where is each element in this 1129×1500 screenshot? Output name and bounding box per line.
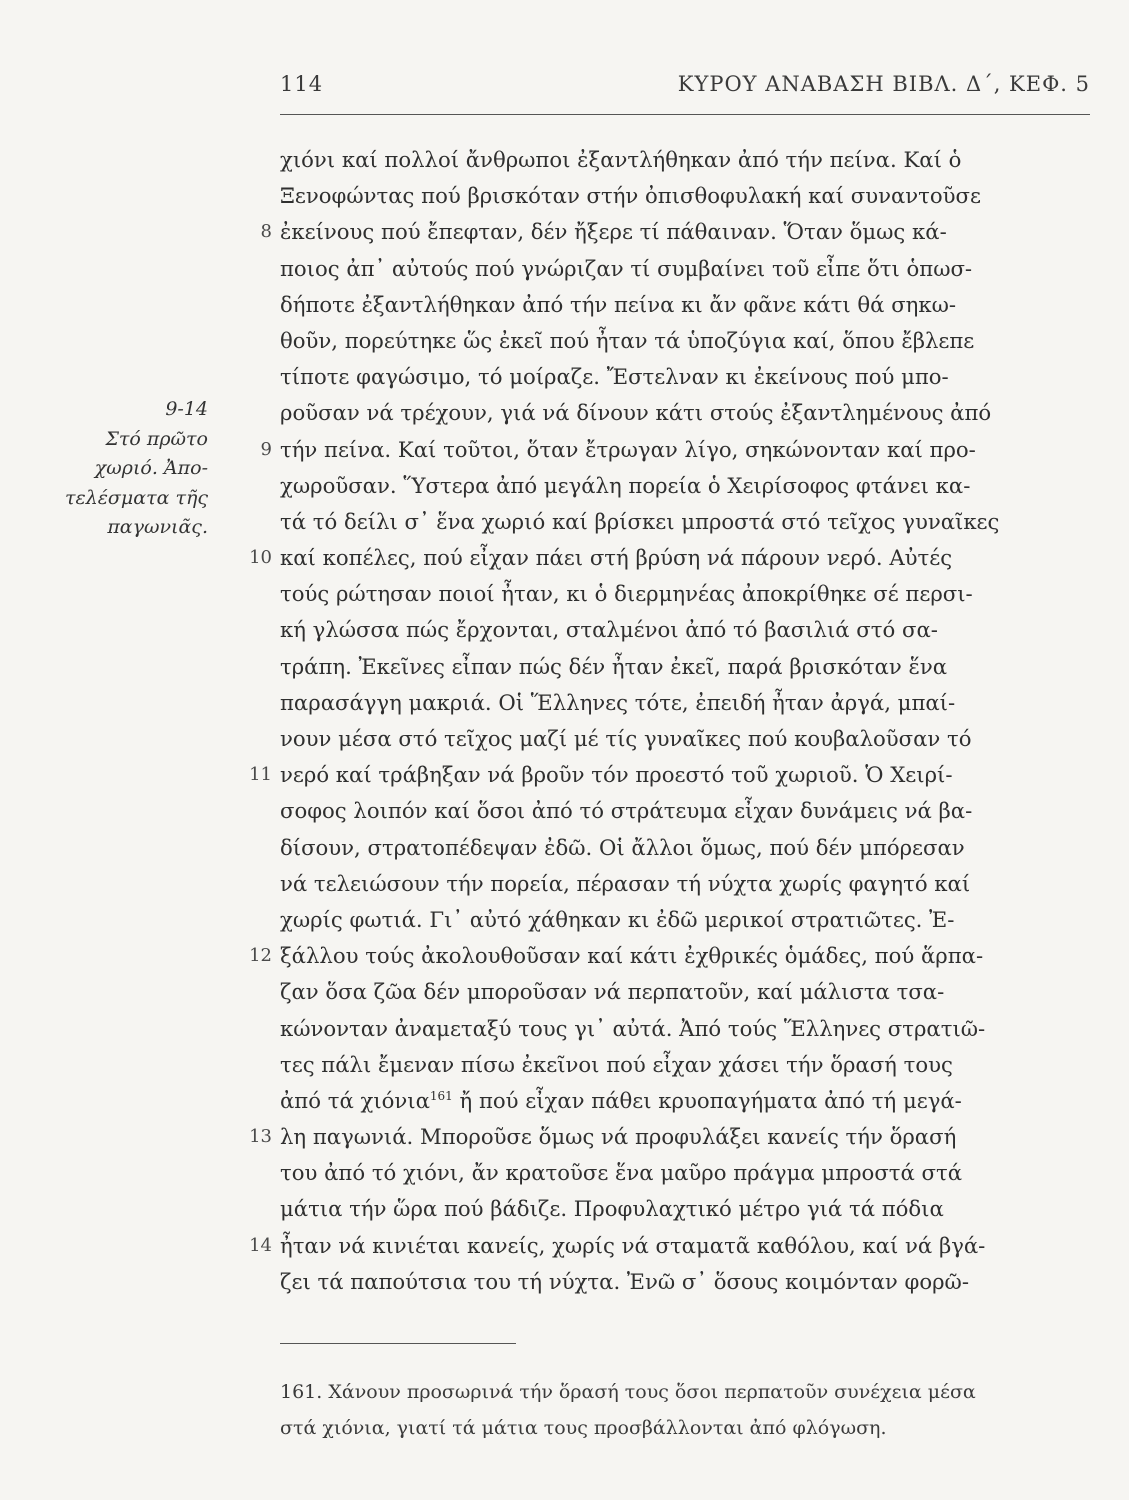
section-numbers bbox=[236, 142, 272, 1300]
section-number: 12 bbox=[249, 945, 272, 967]
section-number: 8 bbox=[260, 221, 272, 243]
footnote-reference[interactable]: 161 bbox=[429, 1088, 453, 1103]
section-number-empty bbox=[236, 1155, 272, 1191]
text-line: χωροῦσαν. Ὕστερα ἀπό μεγάλη πορεία ὁ Χειρίσοφος φτάνει κα- bbox=[280, 472, 971, 498]
section-number-empty bbox=[236, 1083, 272, 1119]
section-number: 11 bbox=[249, 764, 272, 786]
section-number-empty bbox=[236, 142, 272, 178]
section-number: 9 bbox=[260, 438, 272, 460]
text-line: νουν μέσα στό τεῖχος μαζί μέ τίς γυναῖκες πού κουβαλοῦσαν τό bbox=[280, 726, 972, 751]
text-line: χωρίς φωτιά. Γι᾿ αὐτό χάθηκαν κι ἐδῶ μερικοί στρατιῶτες. Ἐ- bbox=[280, 906, 955, 932]
page-number: 114 bbox=[280, 72, 324, 96]
side-note-line: Στό πρῶτο bbox=[105, 427, 208, 450]
side-note-line: χωριό. Ἀπο- bbox=[94, 457, 208, 479]
section-number-empty bbox=[236, 685, 272, 721]
footnote-line: 161. Χάνουν προσωρινά τήν ὅρασή τους ὅσοι περπατοῦν συνέχεια μέσα bbox=[280, 1381, 976, 1403]
section-number-empty bbox=[236, 468, 272, 504]
section-number-empty bbox=[236, 576, 272, 612]
text-line: του ἀπό τό χιόνι, ἄν κρατοῦσε ἕνα μαῦρο πράγμα μπροστά στά bbox=[280, 1160, 963, 1186]
section-number: 10 bbox=[249, 547, 272, 569]
section-number-empty bbox=[236, 1191, 272, 1227]
text-line: τες πάλι ἔμεναν πίσω ἐκεῖνοι πού εἶχαν χάσει τήν ὅρασή τους bbox=[280, 1051, 953, 1077]
section-number-empty bbox=[236, 612, 272, 648]
section-number-empty bbox=[236, 178, 272, 214]
text-line: ζαν ὅσα ζῶα δέν μποροῦσαν νά περπατοῦν, καί μάλιστα τσα- bbox=[280, 979, 945, 1005]
text-line: ζει τά παπούτσια του τή νύχτα. Ἐνῶ σ᾿ ὅσους κοιμόνταν φορῶ- bbox=[280, 1268, 969, 1294]
section-number-empty bbox=[236, 251, 272, 287]
text-line: ξάλλου τούς ἀκολουθοῦσαν καί κάτι ἐχθρικές ὁμάδες, πού ἅρπα- bbox=[280, 943, 984, 969]
footnote-rule bbox=[280, 1343, 516, 1344]
header-rule bbox=[280, 114, 1090, 115]
running-header bbox=[280, 72, 1090, 106]
text-segment: ἤ πού εἶχαν πάθει κρυοπαγήματα ἀπό τή μεγά- bbox=[452, 1087, 962, 1113]
section-number-empty bbox=[236, 866, 272, 902]
section-number-empty bbox=[236, 721, 272, 757]
text-line: θοῦν, πορεύτηκε ὥς ἐκεῖ πού ἦταν τά ὑποζύγια καί, ὅπου ἔβλεπε bbox=[280, 327, 975, 353]
section-number-empty bbox=[236, 793, 272, 829]
section-number: 14 bbox=[249, 1234, 272, 1256]
section-number-empty bbox=[236, 902, 272, 938]
section-number: 13 bbox=[249, 1126, 272, 1148]
side-note-line: τελέσματα τῆς bbox=[64, 486, 208, 509]
text-line: τούς ρώτησαν ποιοί ἦταν, κι ὁ διερμηνέας ἀποκρίθηκε σέ περσι- bbox=[280, 581, 973, 607]
text-line: δήποτε ἐξαντλήθηκαν ἀπό τήν πείνα κι ἄν φᾶνε κάτι θά σηκω- bbox=[280, 291, 957, 317]
text-line: μάτια τήν ὥρα πού βάδιζε. Προφυλαχτικό μέτρο γιά τά πόδια bbox=[280, 1196, 944, 1222]
text-line: λη παγωνιά. Μποροῦσε ὅμως νά προφυλάξει κανείς τήν ὅρασή bbox=[280, 1124, 957, 1150]
text-line: κώνονταν ἀναμεταξύ τους γι᾿ αὐτά. Ἀπό τούς Ἕλληνες στρατιῶ- bbox=[280, 1015, 986, 1041]
text-line: δίσουν, στρατοπέδεψαν ἐδῶ. Οἱ ἄλλοι ὅμως, πού δέν μπόρεσαν bbox=[280, 834, 965, 860]
section-number-empty bbox=[236, 504, 272, 540]
section-number-empty bbox=[236, 1264, 272, 1300]
text-line: παρασάγγη μακριά. Οἱ Ἕλληνες τότε, ἐπειδή ἦταν ἀργά, μπαί- bbox=[280, 689, 956, 715]
text-line: ἦταν νά κινιέται κανείς, χωρίς νά σταματᾶ καθόλου, καί νά βγά- bbox=[280, 1232, 986, 1258]
side-note bbox=[30, 395, 208, 543]
text-line: χιόνι καί πολλοί ἄνθρωποι ἐξαντλήθηκαν ἀπό τήν πείνα. Καί ὁ bbox=[280, 147, 962, 172]
text-line: Ξενοφώντας πού βρισκόταν στήν ὀπισθοφυλακή καί συναντοῦσε bbox=[280, 183, 981, 209]
section-number-empty bbox=[236, 395, 272, 431]
text-line: σοφος λοιπόν καί ὅσοι ἀπό τό στράτευμα εἶχαν δυνάμεις νά βα- bbox=[280, 798, 973, 824]
text-line-with-footnote-ref bbox=[280, 1083, 1110, 1119]
text-line: τράπη. Ἐκεῖνες εἶπαν πώς δέν ἦταν ἐκεῖ, παρά βρισκόταν ἕνα bbox=[280, 653, 948, 679]
text-line: νερό καί τράβηξαν νά βροῦν τόν προεστό τοῦ χωριοῦ. Ὁ Χειρί- bbox=[280, 762, 953, 788]
text-line: ποιος ἀπ᾿ αὐτούς πού γνώριζαν τί συμβαίνει τοῦ εἶπε ὅτι ὁπωσ- bbox=[280, 255, 973, 281]
section-number-empty bbox=[236, 974, 272, 1010]
text-line: ἐκείνους πού ἔπεφταν, δέν ἤξερε τί πάθαιναν. Ὅταν ὅμως κά- bbox=[280, 219, 947, 245]
section-number-empty bbox=[236, 323, 272, 359]
section-number-empty bbox=[236, 359, 272, 395]
section-number-empty bbox=[236, 287, 272, 323]
text-line: καί κοπέλες, πού εἶχαν πάει στή βρύση νά πάρουν νερό. Αὐτές bbox=[280, 545, 953, 571]
section-number-empty bbox=[236, 649, 272, 685]
side-note-line: παγωνιᾶς. bbox=[107, 516, 208, 538]
text-line: τίποτε φαγώσιμο, τό μοίραζε. Ἔστελναν κι ἐκείνους πού μπο- bbox=[280, 364, 949, 390]
section-number-empty bbox=[236, 1047, 272, 1083]
section-number-empty bbox=[236, 830, 272, 866]
text-line: νά τελειώσουν τήν πορεία, πέρασαν τή νύχτα χωρίς φαγητό καί bbox=[280, 870, 971, 896]
text-line: κή γλώσσα πώς ἔρχονται, σταλμένοι ἀπό τό βασιλιά στό σα- bbox=[280, 617, 938, 643]
side-note-range: 9-14 bbox=[165, 398, 208, 420]
text-line: τήν πείνα. Καί τοῦτοι, ὅταν ἔτρωγαν λίγο, σηκώνονταν καί προ- bbox=[280, 436, 976, 462]
body-text bbox=[280, 142, 1110, 1300]
text-segment: ἀπό τά χιόνια bbox=[280, 1087, 430, 1113]
footnote bbox=[280, 1374, 1110, 1446]
text-line: τά τό δείλι σ᾿ ἕνα χωριό καί βρίσκει μπροστά στό τεῖχος γυναῖκες bbox=[280, 508, 1000, 534]
running-title: ΚΥΡΟΥ ΑΝΑΒΑΣΗ ΒΙΒΛ. Δ΄, ΚΕΦ. 5 bbox=[677, 72, 1090, 96]
text-line: ροῦσαν νά τρέχουν, γιά νά δίνουν κάτι στούς ἐξαντλημένους ἀπό bbox=[280, 400, 992, 426]
section-number-empty bbox=[236, 1011, 272, 1047]
footnote-line: στά χιόνια, γιατί τά μάτια τους προσβάλλονται ἀπό φλόγωση. bbox=[280, 1417, 887, 1439]
